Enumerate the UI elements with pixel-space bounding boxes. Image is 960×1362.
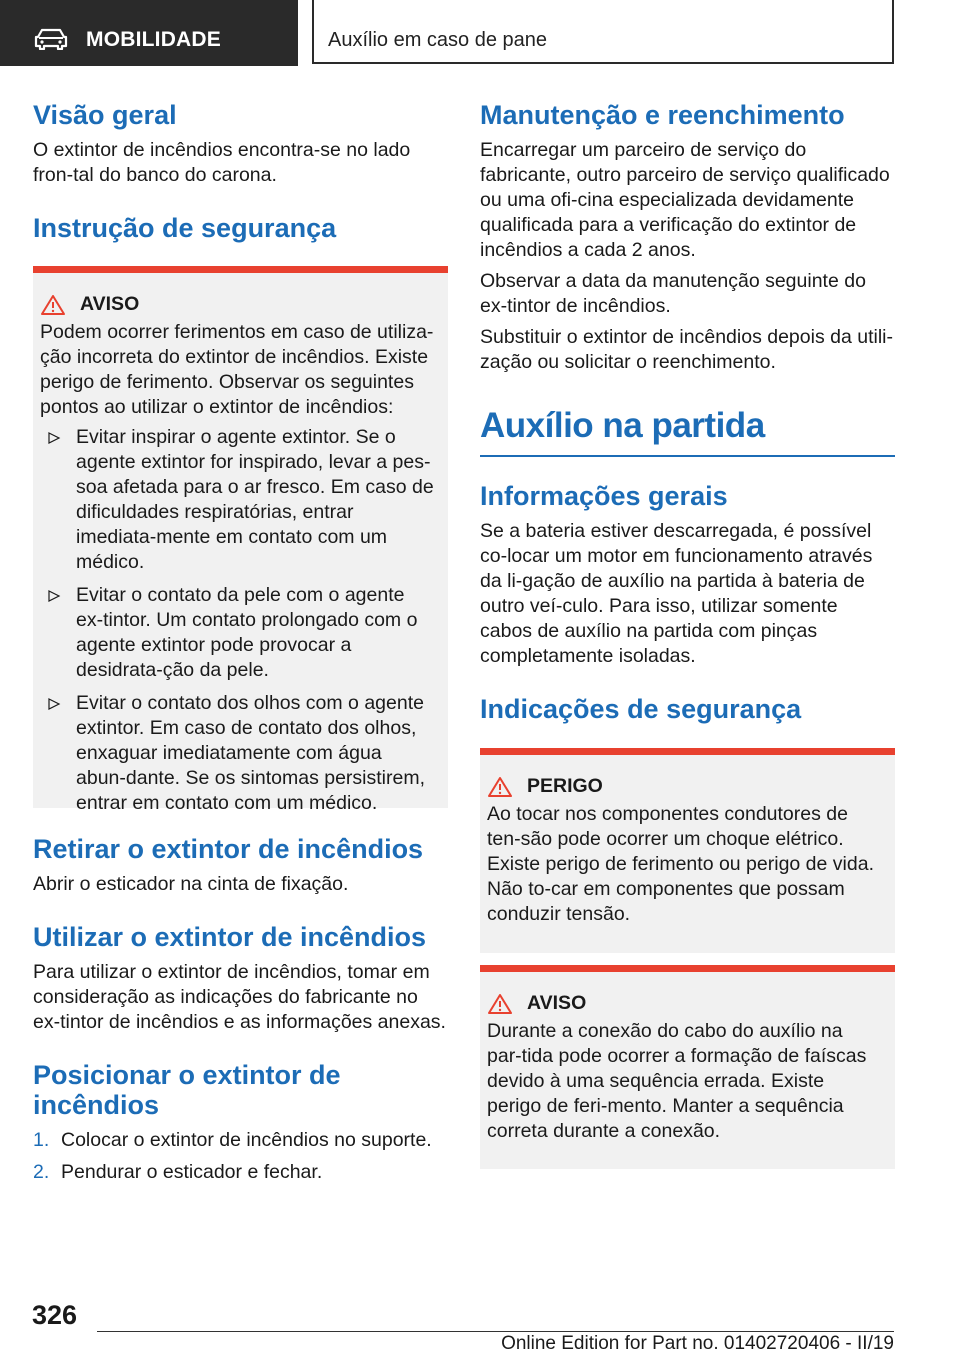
safety-notes-heading: Indicações de segurança: [480, 694, 802, 724]
car-icon: [34, 28, 68, 50]
use-text: Para utilizar o extintor de incêndios, tomar em consideração as indicações do fabricante no ex-tintor de incêndios e as informações anexas.: [33, 961, 446, 1033]
warning-label: AVISO: [527, 992, 587, 1014]
maintenance-heading: Manutenção e reenchimento: [480, 100, 845, 130]
jump-start-heading: Auxílio na partida: [480, 406, 765, 445]
warning-label: AVISO: [80, 293, 140, 315]
maintenance-text-2: Observar a data da manutenção seguinte do ex-tintor de incêndios.: [480, 270, 866, 317]
section-title: MOBILIDADE: [86, 28, 221, 51]
warning-title: [487, 992, 881, 1015]
warning-triangle-icon: [487, 993, 513, 1015]
remove-heading: Retirar o extintor de incêndios: [33, 834, 424, 864]
overview-heading: Visão geral: [33, 100, 177, 130]
warning-text: Durante a conexão do cabo do auxílio na par-tida pode ocorrer a formação de faíscas devido à uma sequência errada. Existe perigo de feri-mento. Manter a sequência correta durante a conexão.: [487, 1020, 867, 1142]
general-info-heading: Informações gerais: [480, 481, 728, 511]
bullet-triangle-icon: [47, 698, 61, 710]
list-item: Evitar inspirar o agente extintor. Se o agente extintor for inspirado, levar a pes-soa afetada para o ar fresco. Em caso de dificuldades respiratórias, entrar imediata-mente em contato com um médico.: [40, 425, 434, 575]
list-item: Evitar o contato da pele com o agente ex-tintor. Um contato prolongado com o agente extintor pode provocar a desidrata-ção da pele.: [40, 583, 434, 683]
page-number: 326: [32, 1300, 78, 1330]
danger-title: [487, 775, 881, 798]
list-item: Evitar o contato dos olhos com o agente extintor. Em caso de contato dos olhos, enxaguar imediatamente com água abun-dante. Se os sintomas persistirem, entrar em contato com um médico.: [40, 691, 434, 816]
maintenance-text-1: Encarregar um parceiro de serviço do fabricante, outro parceiro de serviço qualificado ou uma ofi-cina especializada devidamente qualificada para a verificação do extintor de incêndios a cada 2 anos.: [480, 139, 890, 261]
warning-box: [33, 266, 448, 814]
chapter-title: Auxílio em caso de pane: [328, 29, 548, 51]
chapter-box: [312, 0, 894, 64]
bullet-triangle-icon: [47, 432, 61, 444]
use-heading: Utilizar o extintor de incêndios: [33, 922, 427, 952]
steps-list: [33, 1128, 448, 1185]
jump-start-heading-block: [480, 405, 895, 457]
bullet-triangle-icon: [47, 590, 61, 602]
right-column: [480, 100, 895, 1169]
left-column: [33, 100, 448, 1192]
warning-triangle-icon: [40, 294, 66, 316]
warning-bullet-list: [40, 425, 434, 816]
section-tab: [0, 0, 298, 66]
general-info-text: Se a bateria estiver descarregada, é possível co-locar um motor em funcionamento através da li-gação de auxílio na partida à bateria de outro veí-culo. Para isso, utilizar somente cabos de auxílio na partida com pinças completamente isoladas.: [480, 520, 873, 667]
danger-text: Ao tocar nos componentes condutores de ten-são pode ocorrer um choque elétrico. Existe perigo de ferimento ou perigo de vida. Não to-car em componentes que possam conduzir tensão.: [487, 803, 874, 925]
warning-title: [40, 293, 434, 316]
danger-box: [480, 748, 895, 953]
list-item: 2. Pendurar o esticador e fechar.: [33, 1161, 323, 1183]
warning-text: Podem ocorrer ferimentos em caso de utiliza-ção incorreta do extintor de incêndios. Existe perigo de ferimento. Observar os seguintes pontos ao utilizar o extintor de incêndios:: [40, 321, 434, 418]
danger-label: PERIGO: [527, 775, 603, 797]
edition-text: Online Edition for Part no. 01402720406 - II/19: [501, 1333, 894, 1354]
footer-divider: [97, 1331, 894, 1332]
page-header: [0, 0, 960, 66]
maintenance-text-3: Substituir o extintor de incêndios depois da utili-zação ou solicitar o reenchimento.: [480, 326, 893, 373]
warning-box: [480, 965, 895, 1169]
safety-heading: Instrução de segurança: [33, 213, 337, 243]
warning-triangle-icon: [487, 776, 513, 798]
remove-text: Abrir o esticador na cinta de fixação.: [33, 873, 349, 895]
list-item: 1. Colocar o extintor de incêndios no suporte.: [33, 1129, 432, 1151]
overview-text: O extintor de incêndios encontra-se no lado fron-tal do banco do carona.: [33, 139, 411, 186]
position-heading: Posicionar o extintor de incêndios: [33, 1060, 341, 1120]
